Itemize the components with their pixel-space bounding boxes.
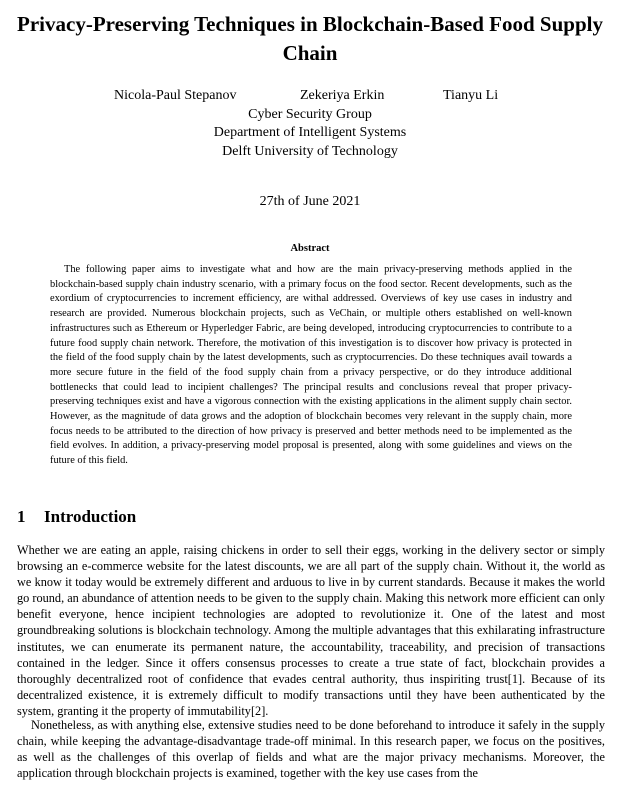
body-paragraph: Whether we are eating an apple, raising chickens in order to sell their eggs, working in the delivery sector or simply browsing an e-commerce website for the latest discounts, we are all part of the supply chain. Without it, the world as we know it today would be extremely different and arduous to live in by current standards. Because it makes the world go round, an abundance of attention needs to be given to the supply chain. Making this network more efficient can only benefit everyone, hence incipient technologies are adopted to revolutionize it. One of the latest and most groundbreaking solutions is blockchain technology. Among the multiple advantages that this exhilarating infrastructure institutes, we can enumerate its permanent nature, the accountability, traceability, and precision of transactions contained in the ledger. Since it offers consensus processes to create a true state of fact, blockchain provides a thoroughly decentralized root of confidence that evades central authority, thus inspiriting trust[1]. Because of its decentralized existence, it is extremely difficult to modify transactions until they have been authenticated by the system, granting it the property of immutability[2]. bbox=[17, 543, 605, 718]
abstract-text: The following paper aims to investigate what and how are the main privacy-preserving methods applied in the blockchain-based supply chain industry scenario, with a primary focus on the food sector. Recent developments, such as the exordium of cryptocurrencies to increment efficiency, are withal addressed. Overviews of key use cases in industry and research are provided. Numerous blockchain projects, such as VeChain, or multiple others established on well-known infrastructures such as Ethereum or Hyperledger Fabric, are being developed, introducing cryptocurrencies to contribute to a future food supply chain network. Therefore, the motivation of this investigation is to discover how privacy is protected in the field of the food supply chain by the latest developments, such as cryptocurrencies. Do these techniques avail towards a more secure future in the field of the food supply chain from a privacy perspective, or do they introduce additional bottlenecks that could lead to incipient challenges? The principal results and conclusions reveal that proper privacy-preserving techniques exist and have a vigorous connection with the existing applications in the aliment supply chain sector. However, as the magnitude of data grows and the adoption of blockchain becomes very relevant in the supply chain, more focus needs to be attributed to the direction of how privacy is preserved and better methods need to be implemented as the field evolves. In addition, a privacy-preserving model proposal is presented, along with some guidelines and views on the future of this field. bbox=[50, 264, 572, 467]
abstract-heading: Abstract bbox=[290, 243, 330, 254]
author-list bbox=[0, 88, 620, 106]
affiliation-department: Department of Intelligent Systems bbox=[213, 125, 407, 140]
body-paragraph: Nonetheless, as with anything else, extensive studies need to be done beforehand to introduce it safely in the supply chain, while keeping the advantage-disadvantage trade-off minimal. In this research paper, we focus on the positives, as well as the challenges of this overlap of fields and what are the major privacy mechanisms. Moreover, the application through blockchain projects is examined, together with the key use cases from the bbox=[17, 718, 605, 781]
paper-title: Privacy-Preserving Techniques in Blockchain-Based Food Supply Chain bbox=[17, 12, 603, 65]
author-name: Nicola-Paul Stepanov bbox=[114, 88, 237, 103]
author-name: Zekeriya Erkin bbox=[300, 88, 385, 103]
affiliation-university: Delft University of Technology bbox=[222, 144, 398, 159]
author-name: Tianyu Li bbox=[443, 88, 499, 103]
affiliation-group: Cyber Security Group bbox=[248, 107, 372, 122]
paper-date: 27th of June 2021 bbox=[259, 194, 361, 209]
section-title: Introduction bbox=[44, 507, 137, 526]
section-heading bbox=[17, 507, 136, 527]
section-number: 1 bbox=[17, 507, 26, 526]
